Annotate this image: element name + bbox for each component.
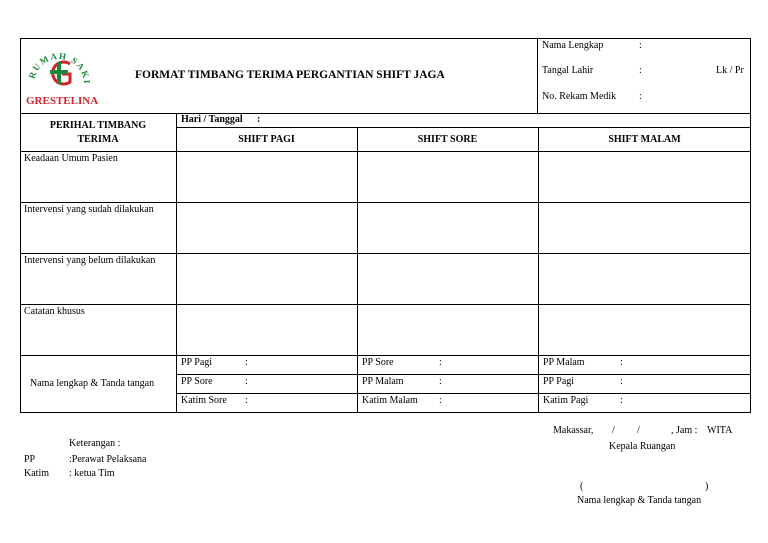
sign-cell-label: PP Pagi xyxy=(543,376,575,387)
sign-line-2 xyxy=(176,393,751,394)
katim-desc: : ketua Tim xyxy=(69,468,115,479)
page-title: FORMAT TIMBANG TERIMA PERGANTIAN SHIFT JAGA xyxy=(135,69,445,81)
sign-cell-label: Katim Malam xyxy=(362,395,418,406)
sign-cell-colon: : xyxy=(439,376,442,387)
keterangan-label: Keterangan : xyxy=(69,438,121,449)
date-slash-2: / xyxy=(637,425,640,436)
nama-label: Nama Lengkap xyxy=(542,40,604,51)
sign-cell-colon: : xyxy=(439,357,442,368)
katim-abbr: Katim xyxy=(24,468,49,479)
shift-header-malam: SHIFT MALAM xyxy=(608,134,681,145)
kepala-ruangan: Kepala Ruangan xyxy=(609,441,676,452)
row-line-4 xyxy=(20,355,751,356)
perihal-header: PERIHAL TIMBANG TERIMA xyxy=(49,120,147,145)
sign-cell-colon: : xyxy=(439,395,442,406)
row-label-keadaan: Keadaan Umum Pasien xyxy=(24,153,118,164)
sign-cell-label: Katim Pagi xyxy=(543,395,589,406)
sign-cell-label: PP Sore xyxy=(181,376,213,387)
header-bottom-line xyxy=(20,113,751,114)
sign-cell-colon: : xyxy=(245,376,248,387)
sign-cell-label: PP Malam xyxy=(362,376,404,387)
footer-sign-label: Nama lengkap & Tanda tangan xyxy=(577,495,702,506)
rm-label: No. Rekam Medik xyxy=(542,91,617,102)
sign-cell-label: Katim Sore xyxy=(181,395,227,406)
paren-close: ) xyxy=(705,481,709,492)
hari-line xyxy=(176,127,751,128)
shift-header-sore: SHIFT SORE xyxy=(417,134,478,145)
rm-colon: : xyxy=(639,91,642,102)
col-line-1 xyxy=(176,113,177,413)
logo-name: GRESTELINA xyxy=(26,95,99,107)
hari-label: Hari / Tanggal xyxy=(181,114,243,125)
sign-line-1 xyxy=(176,374,751,375)
shift-header-line xyxy=(20,151,751,152)
wita-label: WITA xyxy=(707,425,733,436)
row-label-intervensi-sudah: Intervensi yang sudah dilakukan xyxy=(24,204,154,215)
gender-field: Lk / Pr xyxy=(716,65,744,76)
sign-cell-label: PP Pagi xyxy=(181,357,213,368)
header-divider xyxy=(537,38,538,113)
date-slash-1: / xyxy=(612,425,615,436)
sign-cell-colon: : xyxy=(620,395,623,406)
sign-row-label: Nama lengkap & Tanda tangan xyxy=(30,378,155,389)
pp-abbr: PP xyxy=(24,454,36,465)
tgl-label: Tangal Lahir xyxy=(542,65,594,76)
col-line-2 xyxy=(357,127,358,413)
hari-colon: : xyxy=(257,114,261,125)
shift-header-pagi: SHIFT PAGI xyxy=(238,134,295,145)
sign-cell-label: PP Sore xyxy=(362,357,394,368)
tgl-colon: : xyxy=(639,65,642,76)
sign-cell-colon: : xyxy=(620,357,623,368)
sign-cell-label: PP Malam xyxy=(543,357,585,368)
sign-cell-colon: : xyxy=(245,357,248,368)
sign-cell-colon: : xyxy=(245,395,248,406)
city-date: Makassar, xyxy=(553,425,594,436)
logo-arc-text: RUMAH SAKI xyxy=(26,50,92,86)
row-line-3 xyxy=(20,304,751,305)
row-line-1 xyxy=(20,202,751,203)
col-line-3 xyxy=(538,127,539,413)
row-line-2 xyxy=(20,253,751,254)
row-label-catatan: Catatan khusus xyxy=(24,306,85,317)
nama-colon: : xyxy=(639,40,642,51)
sign-cell-colon: : xyxy=(620,376,623,387)
paren-open: ( xyxy=(580,481,584,492)
row-label-intervensi-belum: Intervensi yang belum dilakukan xyxy=(24,255,156,266)
jam-label: , Jam : xyxy=(671,425,698,436)
hospital-logo xyxy=(26,40,99,107)
pp-desc: :Perawat Pelaksana xyxy=(69,454,147,465)
